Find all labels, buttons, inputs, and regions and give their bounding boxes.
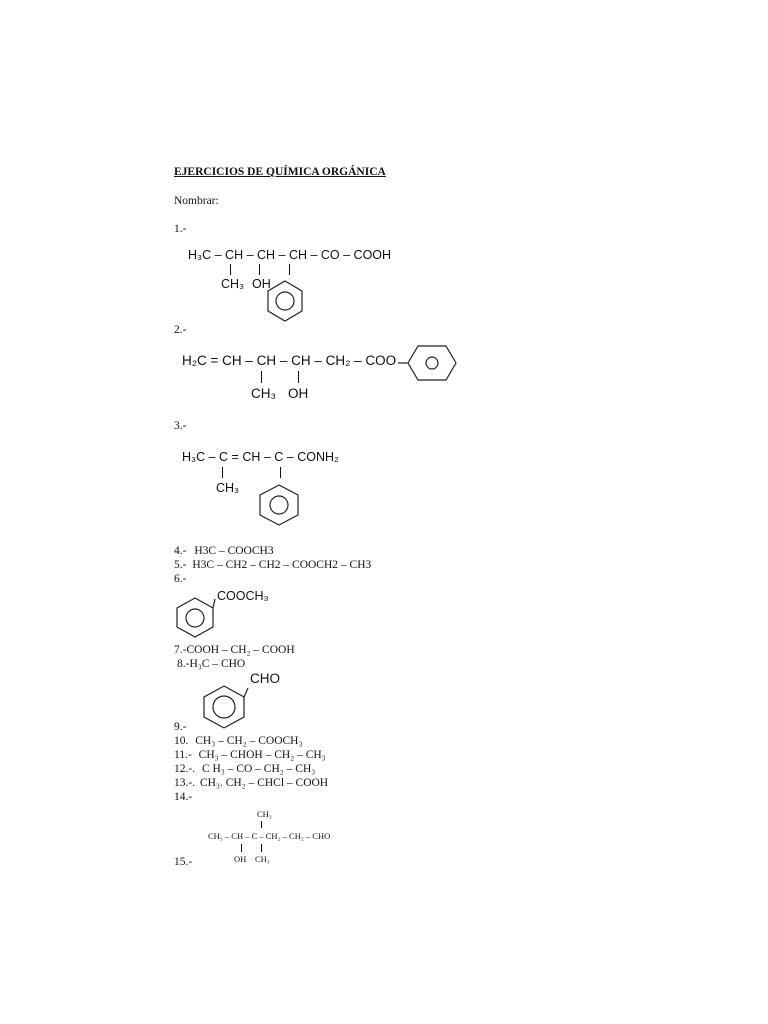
- instruction: Nombrar:: [174, 195, 219, 207]
- exercise-number: 10.: [174, 735, 189, 747]
- exercise-2-formula: H₂C = CH – CH – CH – CH₂ – COO: [182, 353, 397, 368]
- exercise-14-formula: CH₃ – CH – C – CH₂ – CH₂ – CHO: [208, 831, 331, 841]
- exercise-12: [174, 764, 315, 776]
- bond-line: [222, 467, 223, 478]
- exercise-15-number: 15.-: [174, 856, 193, 868]
- exercise-4: [174, 546, 274, 558]
- bond-line: [230, 264, 231, 275]
- exercise-3-substituent-ch3: CH₃: [216, 481, 240, 495]
- exercise-14-substituent-oh: OH: [234, 854, 247, 864]
- exercise-13: [174, 778, 328, 790]
- benzene-ring-icon: [266, 279, 304, 323]
- exercise-formula: C H₃ – CO – CH₂ – CH₃: [201, 763, 316, 775]
- bond-line: [289, 264, 290, 275]
- exercise-2-substituent-ch3: CH₃: [251, 386, 276, 401]
- exercise-9-label: CHO: [250, 671, 280, 686]
- exercise-number: 11.-: [174, 749, 192, 761]
- exercise-6-label: COOCH₃: [217, 589, 269, 603]
- page-title: EJERCICIOS DE QUÍMICA ORGÁNICA: [174, 166, 386, 178]
- exercise-formula: H3C – CH2 – CH2 – COOCH2 – CH3: [192, 559, 372, 571]
- bond-line: [261, 844, 262, 852]
- bond-line: [298, 371, 299, 383]
- exercise-1-formula: H₃C – CH – CH – CH – CO – COOH: [188, 248, 392, 262]
- exercise-number: 7.-: [174, 644, 187, 656]
- cyclohexyl-ring-icon: [398, 344, 460, 382]
- exercise-number: 12.-.: [174, 763, 196, 775]
- bond-line: [259, 264, 260, 275]
- exercise-3-formula: H₃C – C = CH – C – CONH₂: [182, 450, 339, 464]
- exercise-formula: COOH – CH₂ – COOH: [186, 644, 295, 656]
- bond-line: [280, 467, 281, 478]
- benzene-ring-icon: [174, 596, 216, 638]
- exercise-7: [174, 645, 295, 657]
- exercise-formula: CH₃. CH₂ – CHCl – COOH: [199, 777, 329, 789]
- benzene-ring-icon: [200, 684, 248, 730]
- exercise-3-number: 3.-: [174, 420, 187, 432]
- exercise-2-substituent-oh: OH: [288, 386, 309, 401]
- exercise-number: 8.-: [177, 658, 190, 670]
- bond-line: [261, 371, 262, 383]
- exercise-formula: H₃C – CHO: [189, 658, 246, 670]
- exercise-1-substituent-oh: OH: [252, 277, 271, 291]
- exercise-6-number: 6.-: [174, 573, 187, 585]
- exercise-formula: CH₃ – CH₂ – COOCH₃: [195, 735, 303, 747]
- exercise-11: [174, 750, 326, 762]
- exercise-number: 13.-.: [174, 777, 196, 789]
- exercise-14-substituent-ch3: CH₃: [255, 854, 270, 864]
- exercise-1-number: 1.-: [174, 223, 187, 235]
- exercise-10: [174, 736, 302, 748]
- bond-line: [241, 844, 242, 852]
- exercise-14-top-substituent: CH₃: [257, 809, 272, 819]
- exercise-8: [177, 659, 245, 671]
- bond-line: [261, 821, 262, 828]
- exercise-formula: CH₃ – CHOH – CH₂ – CH₃: [198, 749, 326, 761]
- exercise-1-substituent-ch3: CH₃: [221, 277, 245, 291]
- exercise-number: 5.-: [174, 559, 187, 571]
- exercise-formula: H3C – COOCH3: [194, 545, 274, 557]
- exercise-9-number: 9.-: [174, 721, 187, 733]
- benzene-ring-icon: [258, 484, 300, 526]
- exercise-5: [174, 560, 371, 572]
- exercise-2-number: 2.-: [174, 324, 187, 336]
- exercise-14-number: 14.-: [174, 791, 193, 803]
- exercise-number: 4.-: [174, 545, 187, 557]
